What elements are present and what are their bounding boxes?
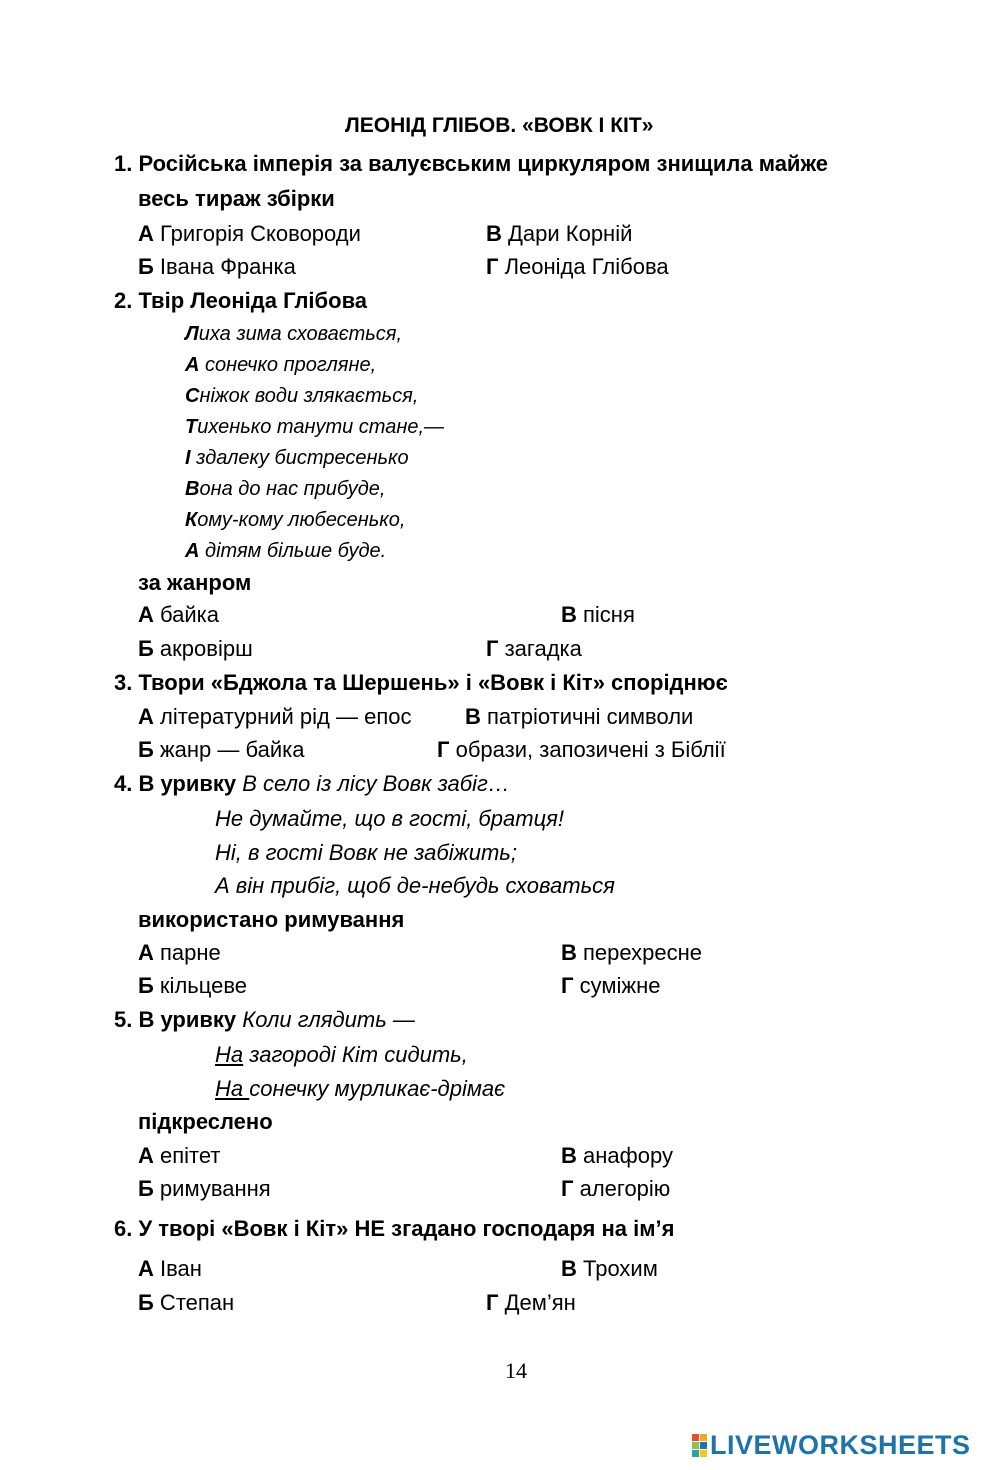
q6-option-v[interactable]: В Трохим [561, 1256, 658, 1281]
question-2-text: 2. Твір Леоніда Глібова [114, 288, 368, 313]
poem-line: Тихенько танути стане,— [185, 416, 445, 438]
question-6-text: 6. У творі «Вовк і Кіт» НЕ згадано господаря на ім’я [114, 1216, 675, 1241]
page-title: ЛЕОНІД ГЛІБОВ. «ВОВК І КІТ» [345, 114, 654, 137]
logo-square [692, 1434, 699, 1441]
q6-option-g[interactable]: Г Дем’ян [486, 1290, 576, 1315]
q6-option-a[interactable]: А Іван [138, 1256, 202, 1281]
poem-line: Сніжок води злякається, [185, 385, 419, 407]
q4-option-v[interactable]: В перехресне [561, 940, 702, 965]
logo-square [700, 1434, 707, 1441]
poem-line: А сонечко прогляне, [185, 354, 377, 376]
q3-option-a[interactable]: А літературний рід — епос [138, 704, 412, 729]
q6-option-b[interactable]: Б Степан [138, 1290, 235, 1315]
quote-line: На сонечку мурликає-дрімає [215, 1076, 506, 1101]
quote-line: На загороді Кіт сидить, [215, 1042, 468, 1067]
q5-option-g[interactable]: Г алегорію [561, 1176, 671, 1201]
logo-text: LIVEWORKSHEETS [710, 1430, 971, 1460]
q1-option-a[interactable]: А Григорія Сковороди [138, 221, 361, 246]
logo-square [692, 1442, 699, 1449]
question-5-text-cont: підкреслено [138, 1109, 273, 1134]
quote-line: А він прибіг, щоб де-небудь сховаться [215, 873, 615, 898]
liveworksheets-logo [692, 1430, 971, 1461]
logo-grid-icon [692, 1434, 707, 1457]
q2-option-a[interactable]: А байка [138, 602, 219, 627]
q5-option-v[interactable]: В анафору [561, 1143, 673, 1168]
logo-square [700, 1442, 707, 1449]
poem-line: А дітям більше буде. [185, 540, 387, 562]
q4-option-g[interactable]: Г суміжне [561, 973, 661, 998]
quote-line: Не думайте, що в гості, братця! [215, 806, 565, 831]
q5-option-a[interactable]: А епітет [138, 1143, 221, 1168]
page-number: 14 [505, 1358, 527, 1383]
poem-line: Кому-кому любесенько, [185, 509, 406, 531]
q2-option-g[interactable]: Г загадка [486, 636, 582, 661]
q5-option-b[interactable]: Б римування [138, 1176, 271, 1201]
logo-square [692, 1450, 699, 1457]
q3-option-b[interactable]: Б жанр — байка [138, 737, 305, 762]
question-4-text-cont: використано римування [138, 907, 405, 932]
quote-line: Ні, в гості Вовк не забіжить; [215, 840, 517, 865]
question-1-text-cont: весь тираж збірки [138, 186, 335, 211]
q4-option-a[interactable]: А парне [138, 940, 221, 965]
question-2-text-cont: за жанром [138, 570, 252, 595]
question-1-text: 1. Російська імперія за валуєвським циркуляром знищила майже [114, 151, 829, 176]
poem-line: Вона до нас прибуде, [185, 478, 386, 500]
q1-option-b[interactable]: Б Івана Франка [138, 254, 296, 279]
question-4-text: 4. В уривку В село із лісу Вовк забіг… [114, 771, 510, 796]
poem-line: Лиха зима сховається, [185, 323, 403, 345]
q2-option-v[interactable]: В пісня [561, 602, 635, 627]
q2-option-b[interactable]: Б акровірш [138, 636, 253, 661]
poem-line: І здалеку бистресенько [185, 447, 409, 469]
question-5-text: 5. В уривку Коли глядить — [114, 1007, 415, 1032]
q3-option-v[interactable]: В патріотичні символи [465, 704, 694, 729]
q4-option-b[interactable]: Б кільцеве [138, 973, 248, 998]
q1-option-g[interactable]: Г Леоніда Глібова [486, 254, 669, 279]
logo-square [700, 1450, 707, 1457]
q3-option-g[interactable]: Г образи, запозичені з Біблії [437, 737, 726, 762]
q1-option-v[interactable]: В Дари Корній [486, 221, 633, 246]
question-3-text: 3. Твори «Бджола та Шершень» і «Вовк і Кіт» споріднює [114, 670, 728, 695]
